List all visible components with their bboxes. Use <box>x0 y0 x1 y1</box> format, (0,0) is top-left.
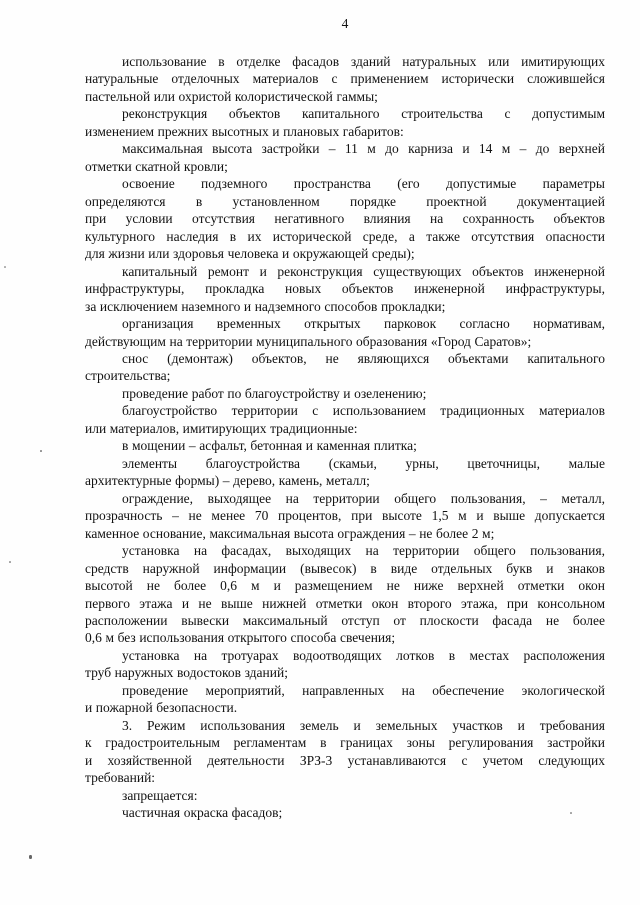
text-line: установка на тротуарах водоотводящих лотков в местах расположения <box>122 647 605 663</box>
text-line: натуральные отделочных материалов с применением исторически сложившейся <box>85 71 605 87</box>
document-body <box>85 53 605 822</box>
scan-speck <box>40 450 42 452</box>
text-line: высотой не более 0,6 м и размещением не ниже верхней отметки окон <box>85 578 605 594</box>
scan-speck <box>570 812 572 814</box>
text-line: использование в отделке фасадов зданий натуральных или имитирующих <box>122 54 605 69</box>
text-line: частичная окраска фасадов; <box>122 805 283 821</box>
text-line: капитальный ремонт и реконструкция существующих объектов инженерной <box>122 263 605 279</box>
text-line: отметки скатной кровли; <box>85 158 228 174</box>
text-line: или материалов, имитирующих традиционные: <box>85 420 358 436</box>
text-line: 0,6 м без использования открытого способа свечения; <box>85 630 396 646</box>
text-line: в мощении – асфальт, бетонная и каменная плитка; <box>122 438 417 454</box>
text-line: установка на фасадах, выходящих на территории общего пользования, <box>122 543 605 559</box>
text-line: к градостроительным регламентам в границах зоны регулирования застройки <box>85 735 605 751</box>
text-line: труб наружных водостоков зданий; <box>85 665 288 681</box>
text-line: реконструкция объектов капитального строительства с допустимым <box>122 106 605 122</box>
text-line: изменением прежних высотных и плановых габаритов: <box>85 123 404 139</box>
text-line: за исключением наземного и надземного способов прокладки; <box>85 298 446 314</box>
text-line: действующим на территории муниципального образования «Город Саратов»; <box>85 333 532 349</box>
text-line: благоустройство территории с использованием традиционных материалов <box>122 403 605 419</box>
page-number: 4 <box>341 16 349 31</box>
text-line: и хозяйственной деятельности ЗРЗ-3 устанавливаются с учетом следующих <box>85 752 605 768</box>
text-line: снос (демонтаж) объектов, не являющихся объектами капитального <box>122 350 605 366</box>
text-line: максимальная высота застройки – 11 м до карниза и 14 м – до верхней <box>122 141 605 157</box>
text-line: освоение подземного пространства (его допустимые параметры <box>122 176 605 192</box>
text-line: пастельной или охристой колористической гаммы; <box>85 88 378 104</box>
text-line: средств наружной информации (вывесок) в виде отдельных букв и знаков <box>85 560 605 576</box>
text-line: запрещается: <box>122 787 198 803</box>
text-line: требований: <box>85 770 156 786</box>
text-line: расположении вывески максимальный отступ от плоскости фасада не более <box>85 613 605 628</box>
text-line: для жизни или здоровья человека и окружающей среды); <box>85 246 415 262</box>
text-line: организация временных открытых парковок согласно нормативам, <box>122 316 605 332</box>
text-line: проведение работ по благоустройству и озеленению; <box>122 385 427 401</box>
text-line: культурного наследия в их исторической среде, а также отсутствия опасности <box>85 228 605 244</box>
scan-speck <box>4 266 6 268</box>
text-line: при условии отсутствия негативного влияния на сохранность объектов <box>85 211 605 227</box>
text-line: прозрачность – не менее 70 процентов, при высоте 1,5 м и выше допускается <box>85 508 605 524</box>
text-line: 3. Режим использования земель и земельных участков и требования <box>122 717 605 733</box>
text-line: и пожарной безопасности. <box>85 700 238 716</box>
text-line: первого этажа и не выше нижней отметки окон второго этажа, при консольном <box>85 595 605 611</box>
scan-speck <box>9 561 11 563</box>
text-line: каменное основание, максимальная высота ограждения – не более 2 м; <box>85 525 495 541</box>
text-line: строительства; <box>85 368 171 384</box>
scan-speck <box>29 855 32 859</box>
text-line: проведение мероприятий, направленных на обеспечение экологической <box>122 682 605 698</box>
text-line: элементы благоустройства (скамьи, урны, цветочницы, малые <box>122 455 605 471</box>
text-line: ограждение, выходящее на территории общего пользования, – металл, <box>122 490 605 506</box>
text-line: определяются в установленном порядке проектной документацией <box>85 193 605 209</box>
text-line: инфраструктуры, прокладка новых объектов инженерной инфраструктуры, <box>85 281 605 297</box>
text-line: архитектурные формы) – дерево, камень, металл; <box>85 473 370 489</box>
